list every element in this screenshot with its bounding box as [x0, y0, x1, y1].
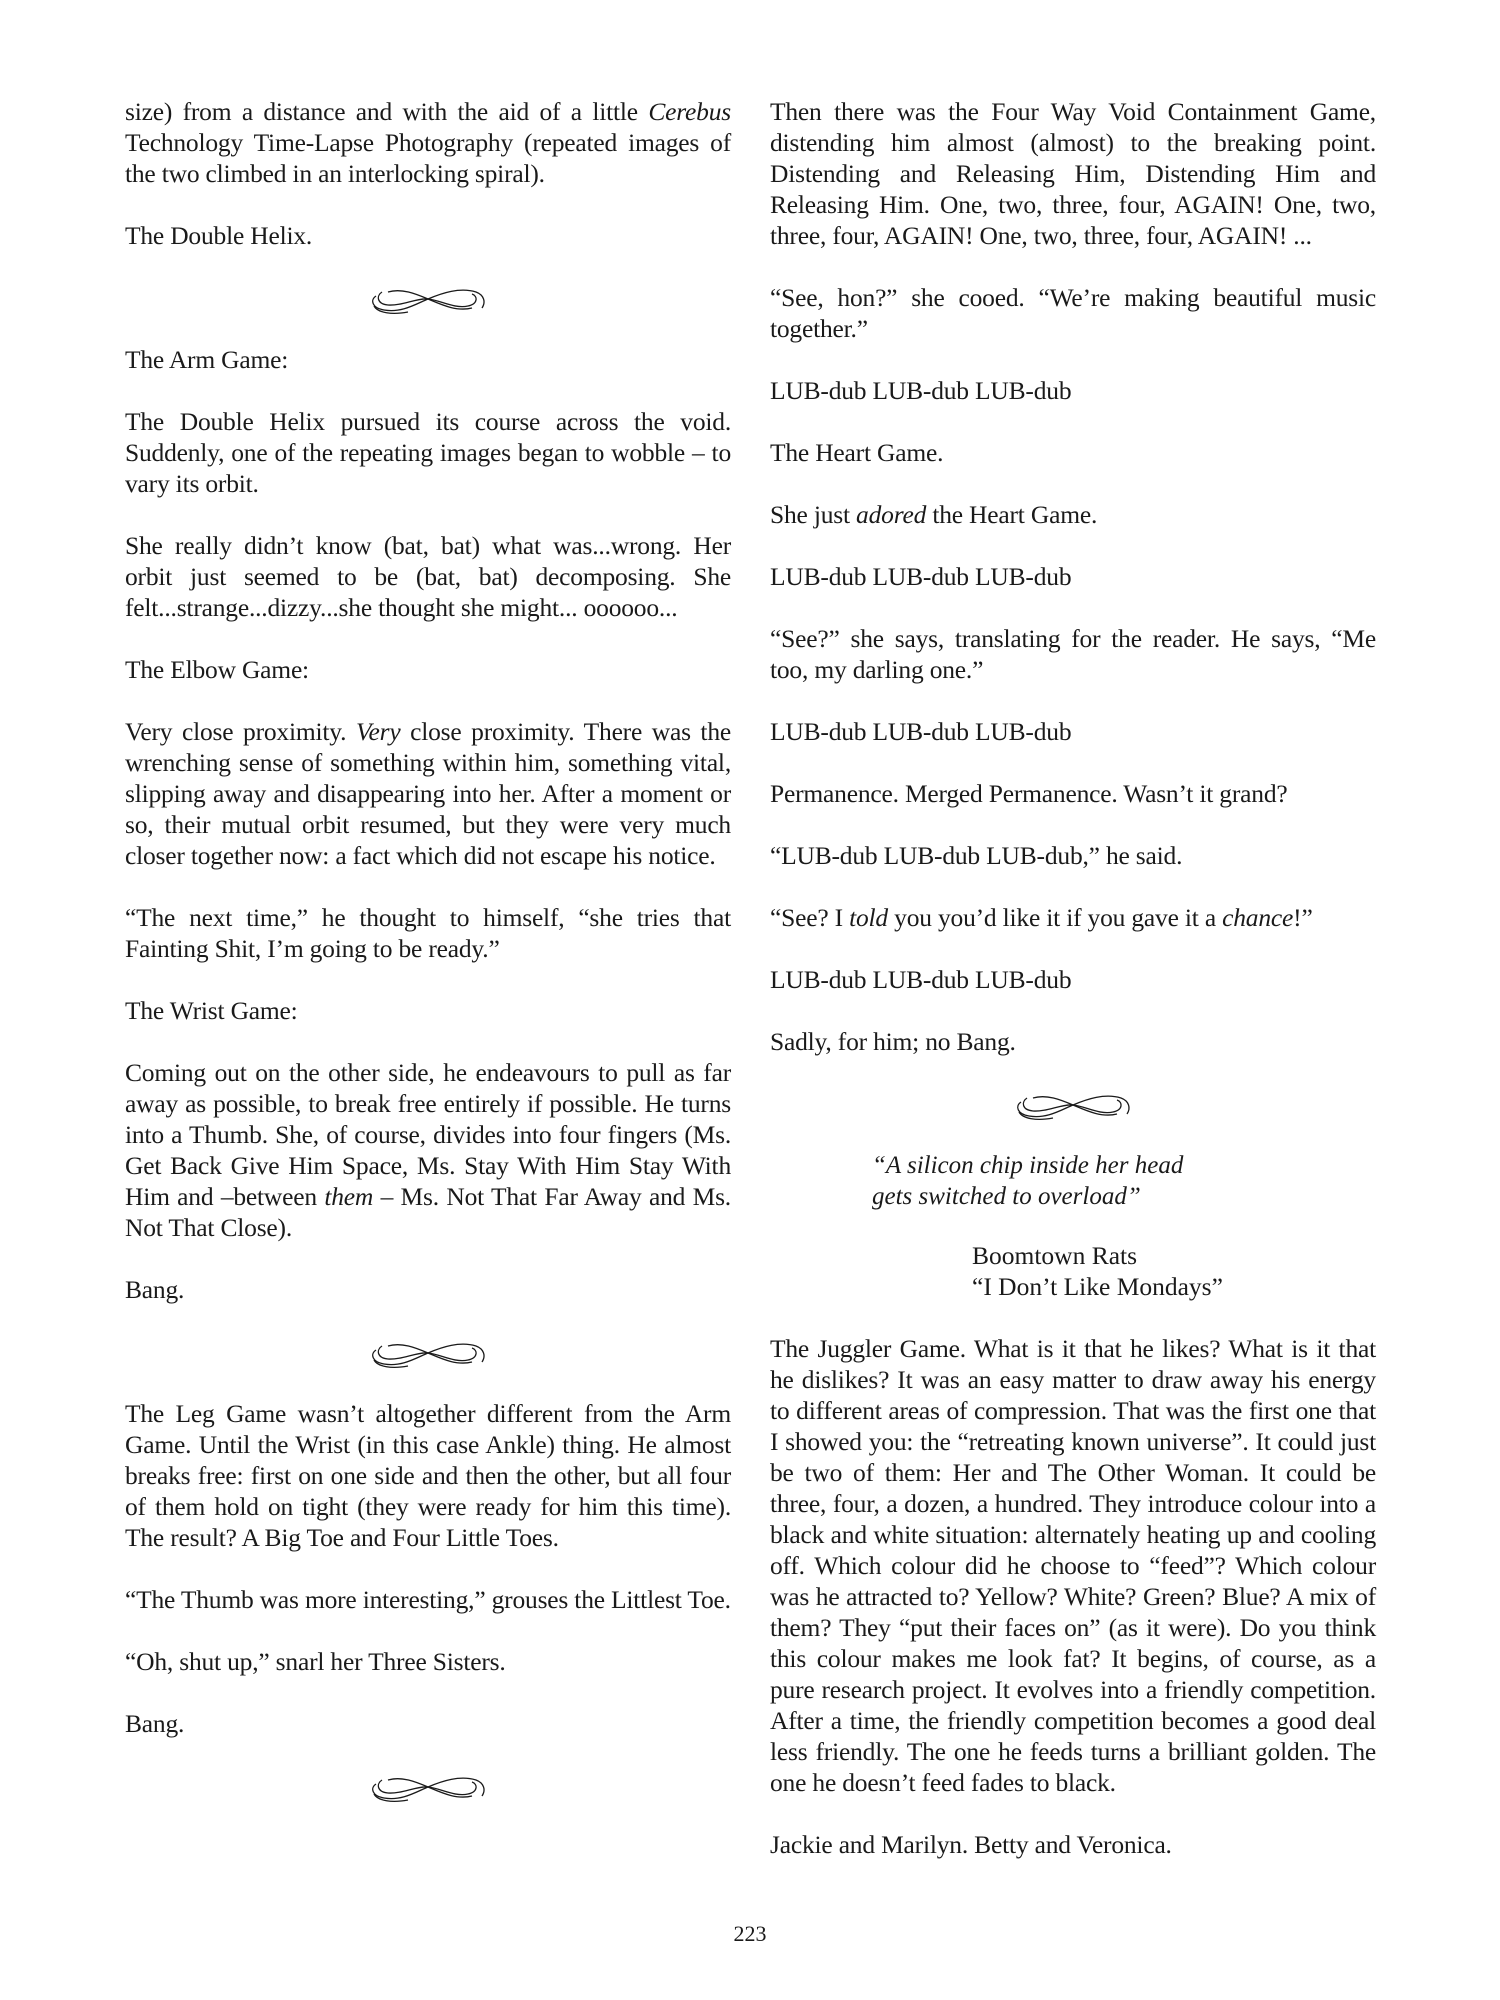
epigraph-quote	[770, 1150, 1376, 1212]
section-heading: The Wrist Game:	[125, 996, 298, 1025]
italic-text: Very	[355, 717, 401, 746]
paragraph: Bang.	[125, 1275, 185, 1304]
paragraph: Sadly, for him; no Bang.	[770, 1027, 1016, 1056]
paragraph: The Leg Game wasn’t altogether different from the Arm Game. Until the Wrist (in this case Ankle) thing. He almost breaks free: first on one side and then the other, but all four of them hold on tight (they were ready for him this time). The result? A Big Toe and Four Little Toes.	[125, 1399, 731, 1552]
paragraph: LUB-dub LUB-dub LUB-dub	[770, 562, 1072, 591]
infinity-flourish-icon	[368, 1336, 488, 1372]
paragraph: “The next time,” he thought to himself, “she tries that Fainting Shit, I’m going to be ready.”	[125, 903, 731, 963]
epigraph-song: “I Don’t Like Mondays”	[972, 1272, 1223, 1301]
epigraph-line: “A silicon chip inside her head	[872, 1152, 1184, 1179]
section-heading: The Elbow Game:	[125, 655, 309, 684]
paragraph: The Double Helix.	[125, 221, 313, 250]
paragraph: “See, hon?” she cooed. “We’re making beautiful music together.”	[770, 283, 1376, 343]
paragraph	[125, 96, 731, 189]
italic-text: told	[849, 903, 888, 932]
paragraph: The Juggler Game. What is it that he likes? What is it that he dislikes? It was an easy matter to draw away his energy to different areas of compression. That was the first one that I showed you: the “retreating known universe”. It could just be two of them: Her and The Other Woman. It could be three, four, a dozen, a hundred. They introduce colour into a black and white situation: alternately heating up and cooling off. Which colour did he choose to “feed”? Which colour was he attracted to? Yellow? White? Green? Blue? A mix of them? They “put their faces on” (as it were). Do you think this colour makes me look fat? It begins, of course, as a pure research project. It evolves into a friendly competition. After a time, the friendly competition becomes a good deal less friendly. The one he feeds turns a brilliant golden. The one he doesn’t feed fades to black.	[770, 1334, 1376, 1797]
paragraph	[125, 716, 731, 871]
paragraph: Bang.	[125, 1709, 185, 1738]
paragraph: The Double Helix pursued its course across the void. Suddenly, one of the repeating images began to wobble – to vary its orbit.	[125, 407, 731, 498]
italic-text: chance	[1222, 903, 1294, 932]
italic-text: them	[324, 1182, 374, 1211]
text-run: “See? I	[770, 903, 850, 932]
paragraph: The Heart Game.	[770, 438, 944, 467]
italic-text: Cerebus	[648, 97, 731, 126]
italic-text: adored	[856, 500, 927, 529]
infinity-flourish-icon	[368, 282, 488, 318]
paragraph	[770, 499, 1376, 530]
text-run: Coming out on the other side, he endeavours to pull as far away as possible, to break free entirely if possible. He turns into a Thumb. She, of course, divides into four fingers (Ms. Get Back Give Him Space, Ms. Stay With Him Stay With Him and –between	[125, 1058, 731, 1211]
infinity-flourish-icon	[1013, 1088, 1133, 1124]
paragraph: “Oh, shut up,” snarl her Three Sisters.	[125, 1647, 506, 1676]
paragraph: Permanence. Merged Permanence. Wasn’t it grand?	[770, 779, 1288, 808]
section-heading: The Arm Game:	[125, 345, 289, 374]
text-run: – Ms. Not That Far Away and Ms. Not That Close).	[125, 1182, 731, 1242]
right-column	[770, 96, 1376, 1891]
paragraph: She really didn’t know (bat, bat) what was...wrong. Her orbit just seemed to be (bat, bat) decomposing. She felt...strange...dizzy...she thought she might... oooooo...	[125, 531, 731, 622]
epigraph-artist: Boomtown Rats	[972, 1241, 1138, 1270]
paragraph	[770, 902, 1376, 933]
epigraph-attribution	[770, 1240, 1376, 1302]
text-run: close proximity. There was the wrenching sense of something within him, something vital, slipping away and disappearing into her. After a moment or so, their mutual orbit resumed, but they were very much closer together now: a fact which did not escape his notice.	[125, 717, 731, 870]
epigraph-line: gets switched to overload”	[872, 1183, 1141, 1210]
paragraph: “See?” she says, translating for the reader. He says, “Me too, my darling one.”	[770, 624, 1376, 684]
page-number: 223	[733, 1921, 767, 1946]
paragraph	[125, 1057, 731, 1243]
paragraph: Jackie and Marilyn. Betty and Veronica.	[770, 1830, 1172, 1859]
text-run: She just	[770, 500, 857, 529]
paragraph: Then there was the Four Way Void Containment Game, distending him almost (almost) to the breaking point. Distending and Releasing Him, Distending Him and Releasing Him. One, two, three, four, AGAIN! One, two, three, four, AGAIN! One, two, three, four, AGAIN! ...	[770, 97, 1376, 250]
left-column	[125, 96, 731, 1832]
paragraph: LUB-dub LUB-dub LUB-dub	[770, 376, 1072, 405]
text-run: Technology Time-Lapse Photography (repeated images of the two climbed in an interlocking spiral).	[125, 128, 731, 188]
text-run: you you’d like it if you gave it a	[887, 903, 1223, 932]
paragraph: “LUB-dub LUB-dub LUB-dub,” he said.	[770, 841, 1183, 870]
text-run: Very close proximity.	[125, 717, 356, 746]
text-run: the Heart Game.	[926, 500, 1098, 529]
infinity-flourish-icon	[368, 1770, 488, 1806]
paragraph: LUB-dub LUB-dub LUB-dub	[770, 965, 1072, 994]
text-run: size) from a distance and with the aid of a little	[125, 97, 649, 126]
text-run: !”	[1293, 903, 1313, 932]
paragraph: “The Thumb was more interesting,” grouses the Littlest Toe.	[125, 1585, 731, 1614]
paragraph: LUB-dub LUB-dub LUB-dub	[770, 717, 1072, 746]
